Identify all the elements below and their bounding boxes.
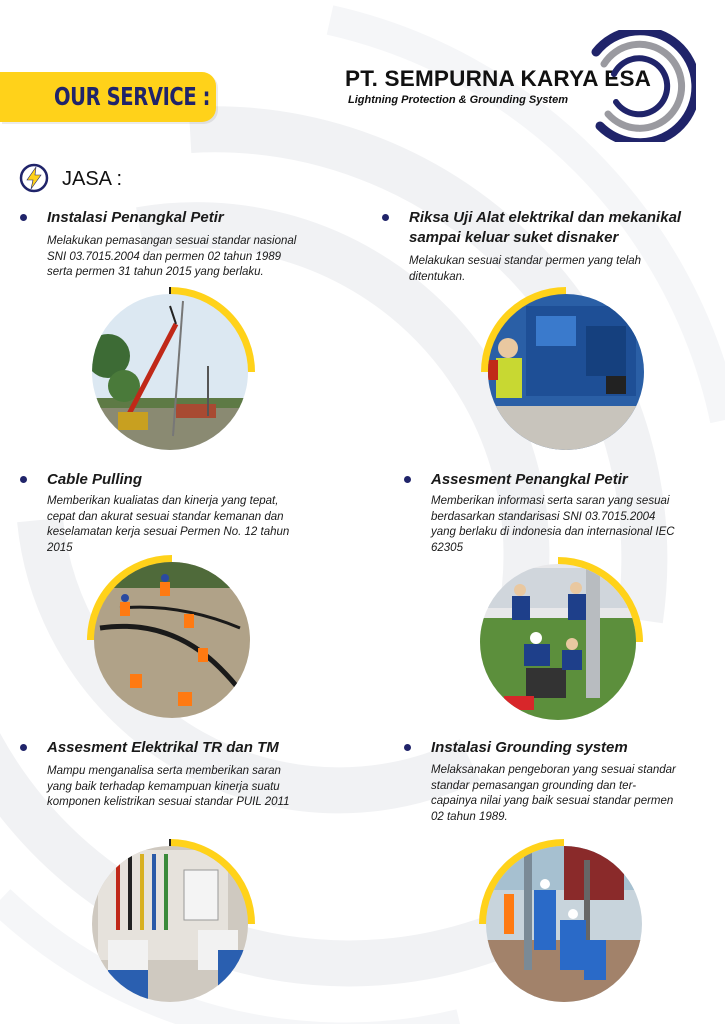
description-line: Melaksanakan pengeboran yang sesuai standar	[431, 764, 676, 776]
service-description	[409, 254, 641, 285]
photo-cable-pulling	[80, 548, 260, 718]
service-item	[20, 208, 350, 288]
bullet-icon	[20, 476, 27, 483]
description-line: keselamatan kerja sesuai Permen No. 12 tahun	[47, 526, 290, 538]
bullet-icon	[382, 214, 389, 221]
service-item	[404, 738, 716, 828]
description-line: yang baik terhadap kemampuan kinerja suatu	[47, 780, 280, 793]
description-line: 62305	[431, 541, 463, 554]
company-name: PT. SEMPURNA KARYA ESA	[345, 66, 652, 91]
description-line: SNI 03.7015.2004 dan permen 02 tahun 1989	[47, 250, 282, 263]
description-line: komponen kelistrikan sesuai standar PUIL 2011	[47, 796, 290, 808]
section-label: JASA :	[62, 168, 123, 190]
our-service-banner	[0, 72, 216, 122]
photo-grounding-installation	[464, 830, 644, 1005]
service-item	[20, 738, 350, 818]
service-description	[431, 763, 676, 825]
service-description	[47, 764, 290, 811]
lightning-bolt-icon	[19, 163, 49, 193]
photo-lightning-assessment	[476, 548, 656, 723]
bullet-icon	[404, 476, 411, 483]
description-line: serta permen 31 tahun 2015 yang berlaku.	[47, 266, 264, 278]
description-line: Melakukan pemasangan sesuai standar nasional	[47, 235, 297, 247]
company-tagline: Lightning Protection & Grounding System	[348, 94, 568, 106]
bullet-icon	[20, 214, 27, 221]
photo-lightning-rod-installation	[88, 286, 268, 456]
service-title: Instalasi Grounding system	[431, 739, 628, 756]
title-line: Riksa Uji Alat elektrikal dan mekanikal	[409, 209, 682, 226]
service-title: Instalasi Penangkal Petir	[47, 209, 224, 226]
service-item	[404, 470, 714, 560]
service-title: Cable Pulling	[47, 471, 143, 488]
service-title: Assesment Elektrikal TR dan TM	[47, 739, 279, 756]
description-line: Mampu menganalisa serta memberikan saran	[47, 765, 281, 777]
description-line: ditentukan.	[409, 270, 466, 283]
description-line: cepat dan akurat sesuai standar kemanan dan	[47, 510, 284, 523]
description-line: 02 tahun 1989.	[431, 810, 508, 823]
description-line: yang berlaku di indonesia dan internasional IEC	[431, 526, 675, 538]
service-item	[20, 470, 350, 560]
description-line: Memberikan informasi serta saran yang sesuai	[431, 495, 670, 507]
service-description	[47, 234, 296, 281]
photo-electrical-testing	[466, 286, 646, 456]
service-title: Assesment Penangkal Petir	[431, 471, 628, 488]
service-title	[409, 208, 681, 248]
bullet-icon	[20, 744, 27, 751]
description-line: standar pemasangan grounding dan ter-	[431, 779, 637, 792]
title-line: sampai keluar suket disnaker	[409, 229, 619, 246]
banner-label: OUR SERVICE :	[54, 82, 211, 111]
company-logo-icon	[588, 30, 696, 142]
description-line: Melakukan sesuai standar permen yang telah	[409, 255, 642, 267]
description-line: 2015	[47, 541, 73, 554]
service-description	[431, 494, 675, 556]
bullet-icon	[404, 744, 411, 751]
service-item	[382, 208, 712, 288]
description-line: berdasarkan standarisasi SNI 03.7015.2004	[431, 510, 656, 523]
description-line: capainya nilai yang baik sesuai standar permen	[431, 795, 674, 807]
description-line: Memberikan kualiatas dan kinerja yang tepat,	[47, 495, 279, 507]
photo-electrical-panel-assessment	[88, 830, 268, 1005]
service-description	[47, 494, 289, 556]
